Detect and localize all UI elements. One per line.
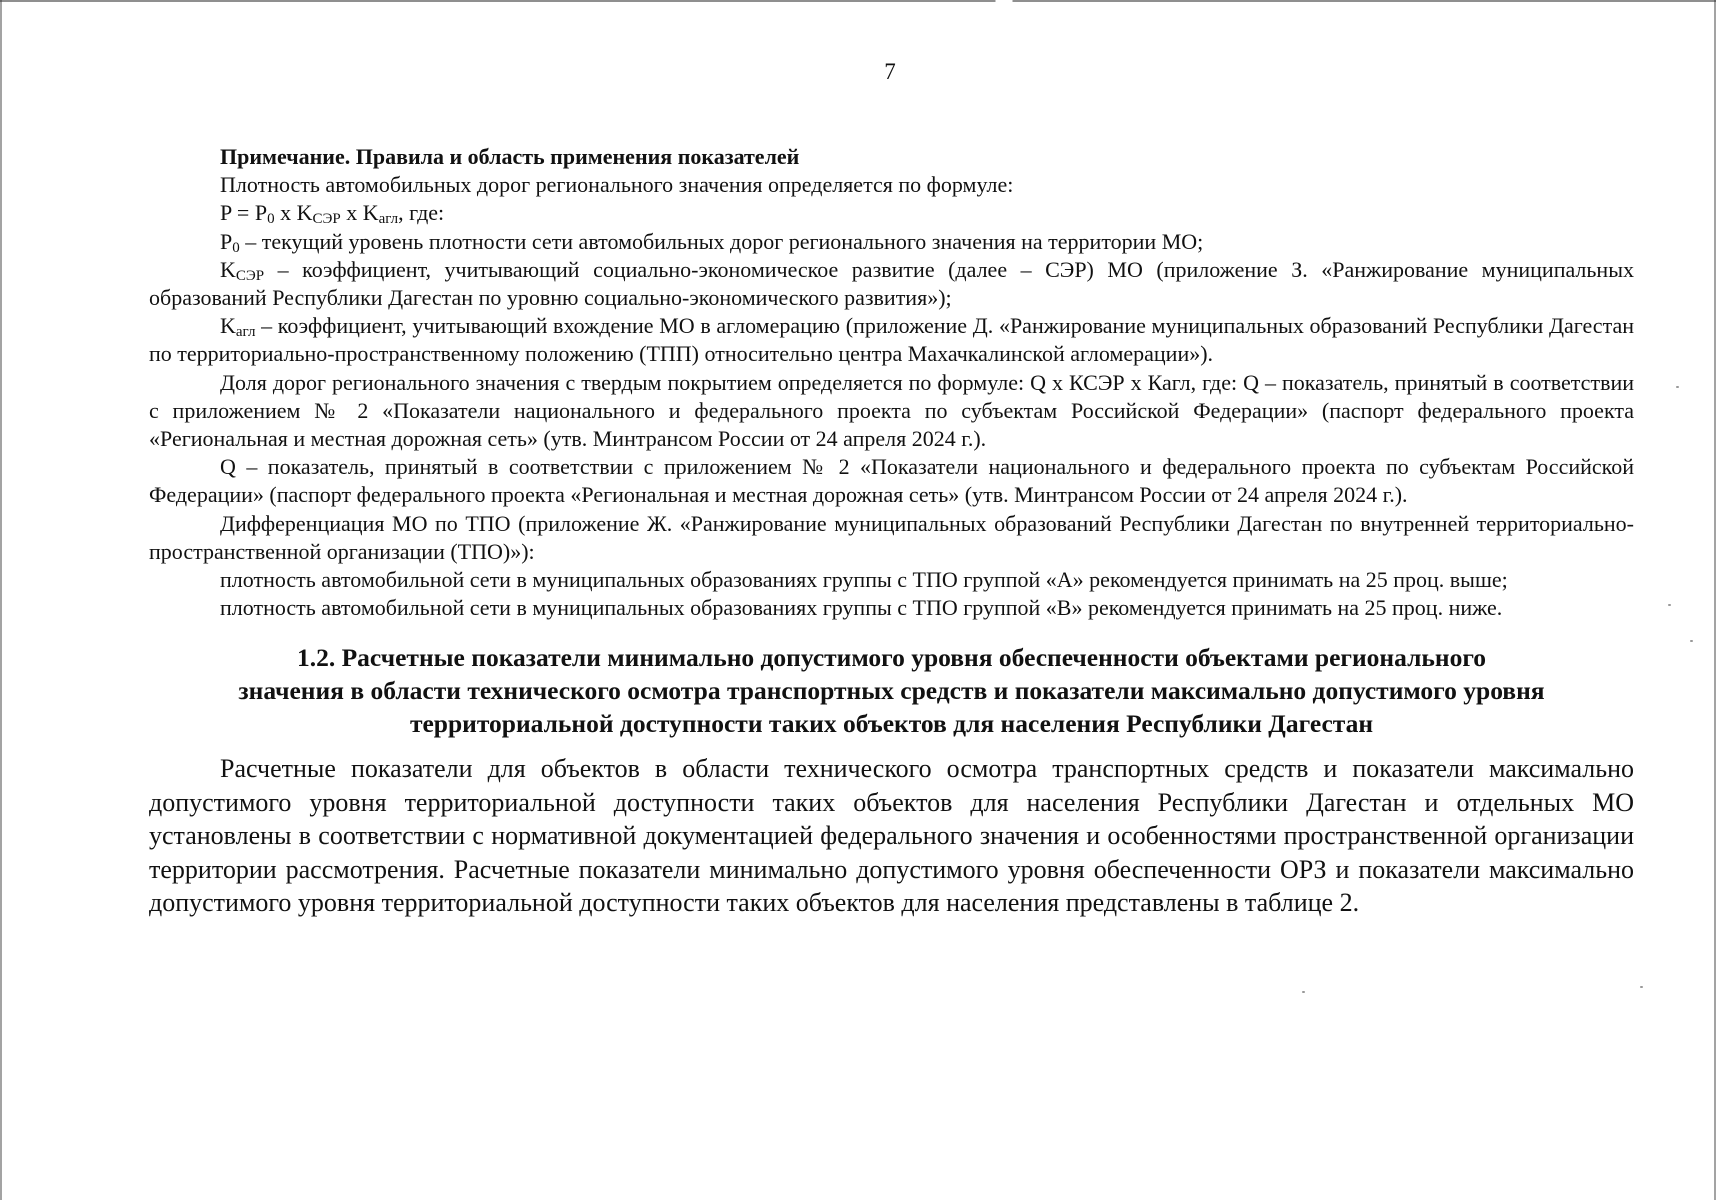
- section-heading-line: значения в области технического осмотра транспортных средств и показатели максимально допустимого уровня: [238, 676, 1545, 706]
- scan-edge-top: [0, 0, 1716, 2]
- page-number: 7: [884, 59, 896, 84]
- scan-speck: [1640, 986, 1643, 988]
- scan-speck: [1302, 991, 1305, 993]
- scan-edge-left: [0, 0, 2, 1200]
- scan-speck: [1668, 604, 1671, 606]
- list-item-group-b: плотность автомобильной сети в муниципальных образованиях группы с ТПО группой «В» рекомендуется принимать на 25 проц. ниже.: [220, 595, 1503, 621]
- note-paragraph-tpo-differentiation: Дифференциация МО по ТПО (приложение Ж. «Ранжирование муниципальных образований Республики Дагестан по внутренней территориально-пространственной организации (ТПО)»):: [149, 510, 1634, 564]
- note-title: Примечание. Правила и область применения показателей: [220, 144, 800, 169]
- section-body-paragraph: Расчетные показатели для объектов в области технического осмотра транспортных средств и показатели максимально допустимого уровня территориальной доступности таких объектов для населения Республики Дагестан и отдельных МО установлены в соответствии с нормативной документацией федерального значения и особенностями пространственной организации территории рассмотрения. Расчетные показатели минимально допустимого уровня обеспеченности ОРЗ и показатели максимально допустимого уровня территориальной доступности таких объектов для населения представлены в таблице 2.: [149, 754, 1634, 918]
- section-heading: [149, 641, 1634, 740]
- note-block: [149, 143, 1634, 622]
- scan-speck: [1690, 640, 1693, 642]
- kser-definition: $K_{СЭР}$ – коэффициент, учитывающий социально-экономическое развитие (далее – СЭР) МО (приложение З. «Ранжирование муниципальных образований Республики Дагестан по уровню социально-экономического развития»);: [149, 256, 1634, 311]
- section-heading-line: 1.2. Расчетные показатели минимально допустимого уровня обеспеченности объектами регионального: [296, 643, 1487, 673]
- p0-definition: $P_0$ – текущий уровень плотности сети автомобильных дорог регионального значения на территории МО;: [220, 228, 1204, 256]
- note-line-density: Плотность автомобильных дорог регионального значения определяется по формуле:: [220, 172, 1014, 198]
- page-content: [149, 143, 1634, 920]
- scan-speck: [1676, 386, 1679, 388]
- note-paragraph-q-definition: Q – показатель, принятый в соответствии с приложением № 2 «Показатели национального и федерального проекта по субъектам Российской Федерации» (паспорт федерального проекта «Региональная и местная дорожная сеть» (утв. Минтрансом России от 24 апреля 2024 г.).: [149, 454, 1634, 508]
- density-formula: $P = P_0$ x $K_{СЭР}$ x $K_{агл}$, где:: [220, 200, 445, 228]
- kagl-definition: $K_{агл}$ – коэффициент, учитывающий вхождение МО в агломерацию (приложение Д. «Ранжирование муниципальных образований Республики Дагестан по территориально-пространственному положению (ТПП) относительно центра Махачкалинской агломерации»).: [149, 313, 1634, 367]
- note-paragraph-paved-share: Доля дорог регионального значения с твердым покрытием определяется по формуле: Q x КСЭР x Кагл, где: Q – показатель, принятый в соответствии с приложением № 2 «Показатели национального и федерального проекта по субъектам Российской Федерации» (паспорт федерального проекта «Региональная и местная дорожная сеть» (утв. Минтрансом России от 24 апреля 2024 г.).: [149, 369, 1634, 452]
- section-heading-line: территориальной доступности таких объектов для населения Республики Дагестан: [409, 709, 1374, 739]
- list-item-group-a: плотность автомобильной сети в муниципальных образованиях группы с ТПО группой «А» рекомендуется принимать на 25 проц. выше;: [220, 567, 1508, 593]
